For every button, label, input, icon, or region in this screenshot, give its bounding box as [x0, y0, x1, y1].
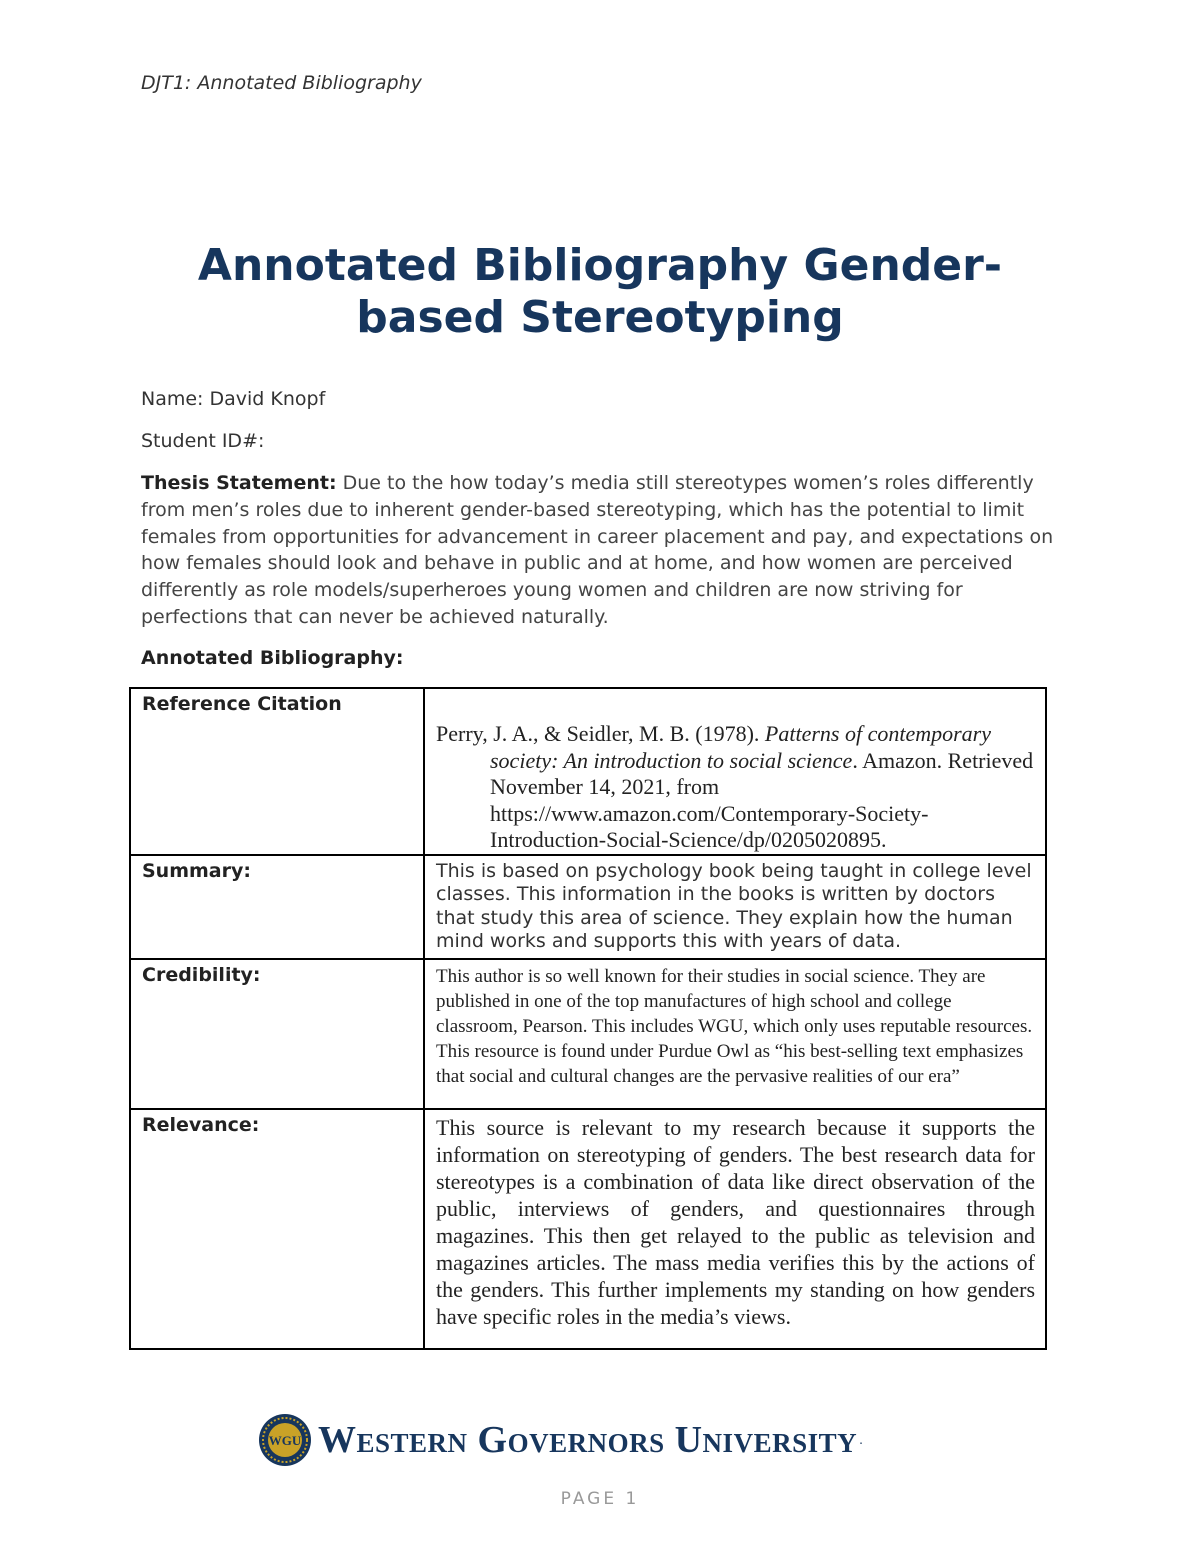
citation-authors: Perry, J. A., & Seidler, M. B. (1978). [436, 721, 765, 746]
student-id: Student ID#: [141, 430, 265, 452]
thesis-text: Due to the how today’s media still stereotypes women’s roles differently from men’s roles due to inherent gender-based stereotyping, which has the potential to limit females from opportunities for advancement in career placement and pay, and expectations on how females should look and behave in public and at home, and how women are perceived differently as role models/superheroes young women and children are now striving for perfections that can never be achieved naturally. [141, 472, 1054, 628]
table-row-relevance [130, 1109, 1046, 1349]
credibility-label: Credibility: [130, 959, 424, 1109]
bibliography-table [129, 687, 1047, 1350]
summary-cell [424, 855, 1046, 959]
table-row-reference [130, 688, 1046, 855]
relevance-text: This source is relevant to my research because it supports the information on stereotyping of genders. The best research data for stereotypes is a combination of data like direct observation of the public, interviews of genders, and questionnaires through magazines. This then get relayed to the public as television and magazines articles. The mass media verifies this by the actions of the genders. This further implements my standing on how genders have specific roles in the media’s views. [436, 1114, 1035, 1329]
wgu-seal-icon [258, 1413, 312, 1467]
wgu-logo [258, 1412, 863, 1468]
annotated-bibliography-heading: Annotated Bibliography: [141, 647, 404, 669]
table-row-summary [130, 855, 1046, 959]
title-line-1: Annotated Bibliography Gender- [197, 240, 1003, 291]
summary-label: Summary: [130, 855, 424, 959]
thesis-label: Thesis Statement: [141, 472, 337, 494]
reference-citation [436, 721, 1035, 854]
thesis-statement [141, 470, 1056, 631]
summary-text: This is based on psychology book being taught in college level classes. This information in the books is written by doctors that study this area of science. They explain how the human mind works and supports this with years of data. [436, 859, 1032, 952]
seal-text: WGU [268, 1433, 302, 1448]
trademark-mark: . [859, 1433, 863, 1447]
table-row-credibility [130, 959, 1046, 1109]
credibility-text: This author is so well known for their studies in social science. They are published in one of the top manufactures of high school and college classroom, Pearson. This includes WGU, which only uses reputable resources. This resource is found under Purdue Owl as “his best-selling text emphasizes that social and cultural changes are the pervasive realities of our era” [436, 965, 1033, 1087]
student-name: Name: David Knopf [141, 388, 326, 410]
credibility-cell [424, 959, 1046, 1109]
citation-title: Patterns of contemporary society: An introduction to social science [490, 721, 991, 773]
reference-label: Reference Citation [130, 688, 424, 855]
title-line-2: based Stereotyping [356, 292, 844, 343]
citation-rest: . Amazon. Retrieved November 14, 2021, from https://www.amazon.com/Contemporary-Society-Introduction-Social-Science/dp/0205020895. [490, 747, 1034, 852]
university-name: Western Governors University [318, 1419, 858, 1461]
page-title [100, 240, 1100, 344]
relevance-label: Relevance: [130, 1109, 424, 1349]
relevance-cell [424, 1109, 1046, 1349]
page-number: PAGE 1 [560, 1489, 640, 1509]
page-header: DJT1: Annotated Bibliography [141, 72, 422, 94]
reference-cell [424, 688, 1046, 855]
